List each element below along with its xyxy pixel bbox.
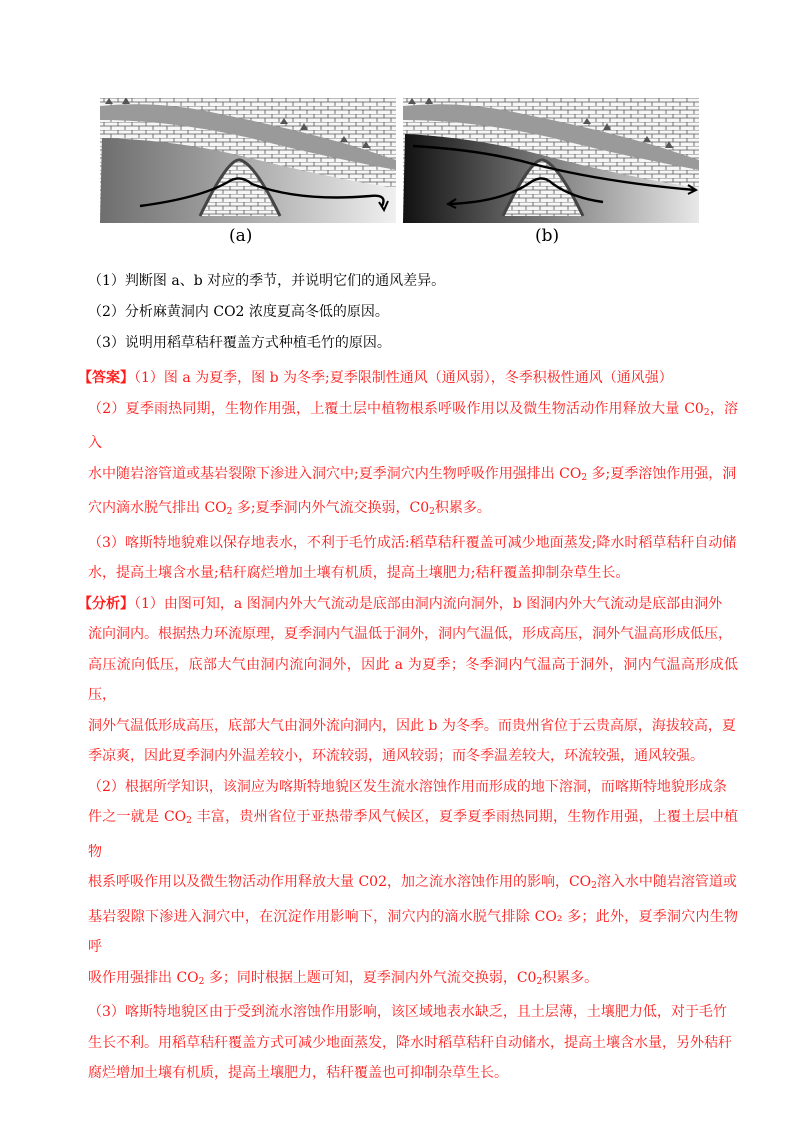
document-body	[78, 270, 739, 1089]
figure-caption-a: (a)	[229, 226, 253, 246]
analysis-line: 季凉爽，因此夏季洞内外温差较小，环流较弱，通风较弱；而冬季温差较大，环流较强，通风较强。	[88, 748, 704, 764]
analysis-line: 高压流向低压，底部大气由洞内流向洞外，因此 a 为夏季；冬季洞内气温高于洞外，洞内气温高形成低压，	[88, 656, 738, 703]
analysis-section	[78, 589, 739, 1089]
analysis-line: 吸作用强排出 CO2 多；同时根据上题可知，夏季洞内外气流交换弱，C02积累多。	[88, 969, 599, 987]
figure-caption-b: (b)	[535, 226, 560, 246]
answer-line: 水，提高土壤含水量;秸秆腐烂增加土壤有机质，提高土壤肥力;秸秆覆盖抑制杂草生长。	[88, 565, 630, 581]
analysis-line: 【分析】（1）由图可知，a 图洞内外大气流动是底部由洞内流向洞外，b 图洞内外大气流动是底部由洞外	[78, 595, 723, 612]
cave-diagram-a	[100, 98, 396, 223]
answer-line: （2）夏季雨热同期，生物作用强，上覆土层中植物根系呼吸作用以及微生物活动作用释放大量 C02，溶入	[88, 400, 738, 451]
analysis-line: 洞外气温低形成高压，底部大气由洞外流向洞内，因此 b 为冬季。而贵州省位于云贵高原，海拔较高，夏	[88, 717, 736, 734]
question-1: （1）判断图 a、b 对应的季节，并说明它们的通风差异。	[88, 273, 446, 289]
answer-line: 水中随岩溶管道或基岩裂隙下渗进入洞穴中;夏季洞穴内生物呼吸作用强排出 CO2 多;夏季溶蚀作用强，洞	[88, 465, 737, 483]
answer-line: （3）喀斯特地貌难以保存地表水，不利于毛竹成活:稻草秸秆覆盖可减少地面蒸发;降水时稻草秸秆自动储	[88, 534, 737, 551]
question-3: （3）说明用稻草秸秆覆盖方式种植毛竹的原因。	[88, 335, 391, 351]
analysis-line: 基岩裂隙下渗进入洞穴中，在沉淀作用影响下，洞穴内的滴水脱气排除 CO₂ 多；此外，夏季洞穴内生物呼	[88, 908, 738, 955]
answer-line: 【答案】（1）图 a 为夏季，图 b 为冬季;夏季限制性通风（通风弱），冬季积极性通风（通风强）	[78, 370, 673, 386]
question-2: （2）分析麻黄洞内 CO2 浓度夏高冬低的原因。	[88, 304, 389, 320]
answer-section	[78, 363, 738, 589]
answer-line: 穴内滴水脱气排出 CO2 多;夏季洞内外气流交换弱，C02积累多。	[88, 500, 491, 517]
analysis-line: 腐烂增加土壤有机质，提高土壤肥力，秸秆覆盖也可抑制杂草生长。	[88, 1065, 508, 1081]
analysis-line: 件之一就是 CO2 丰富，贵州省位于亚热带季风气候区，夏季夏季雨热同期，生物作用强，上覆土层中植物	[88, 809, 739, 860]
analysis-line: 流向洞内。根据热力环流原理，夏季洞内气温低于洞外，洞内气温低，形成高压，洞外气温高形成低压，	[88, 626, 732, 642]
cave-diagram-b	[403, 98, 699, 223]
analysis-line: 根系呼吸作用以及微生物活动作用释放大量 C02，加之流水溶蚀作用的影响，CO2溶入水中随岩溶管道或	[88, 874, 737, 891]
analysis-line: （3）喀斯特地貌区由于受到流水溶蚀作用影响，该区域地表水缺乏，且土层薄，土壤肥力低，对于毛竹	[88, 1004, 727, 1020]
answer-tag: 【答案】	[78, 370, 134, 386]
analysis-line: （2）根据所学知识，该洞应为喀斯特地貌区发生流水溶蚀作用而形成的地下溶洞，而喀斯特地貌形成条	[88, 778, 727, 795]
analysis-tag: 【分析】	[78, 595, 134, 612]
analysis-line: 生长不利。用稻草秸秆覆盖方式可减少地面蒸发，降水时稻草秸秆自动储水，提高土壤含水量，另外秸秆	[88, 1034, 732, 1051]
